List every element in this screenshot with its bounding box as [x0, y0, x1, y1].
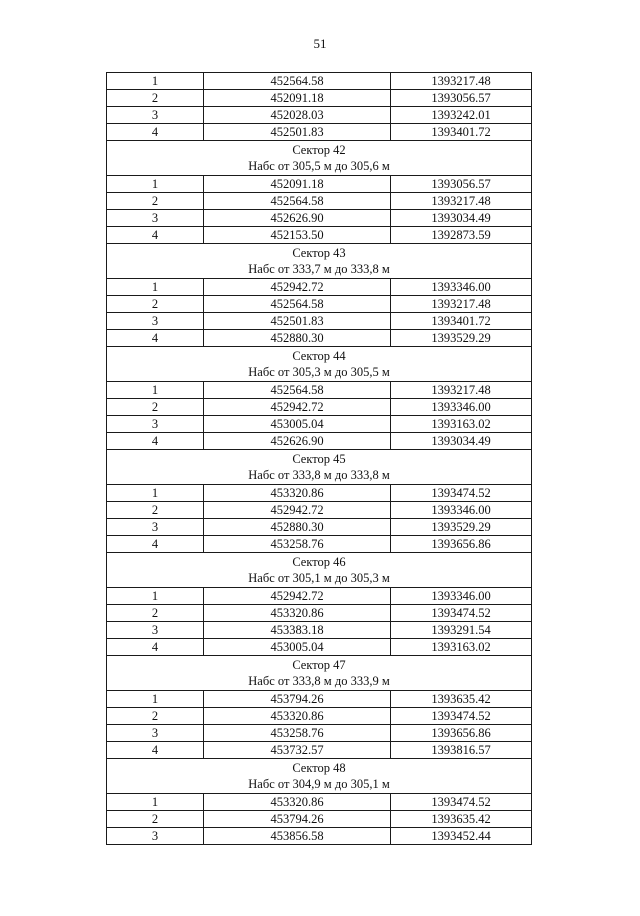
table-row	[107, 73, 532, 90]
y-coordinate-cell: 1393656.86	[391, 536, 532, 553]
point-number-cell: 3	[107, 313, 204, 330]
sector-header	[107, 141, 532, 176]
table-row	[107, 691, 532, 708]
x-coordinate-cell: 453005.04	[204, 416, 391, 433]
table-row	[107, 313, 532, 330]
x-coordinate-cell: 453258.76	[204, 536, 391, 553]
x-coordinate-cell: 452564.58	[204, 382, 391, 399]
sector-header-row	[107, 656, 532, 691]
y-coordinate-cell: 1393474.52	[391, 605, 532, 622]
y-coordinate-cell: 1393635.42	[391, 691, 532, 708]
sector-header	[107, 656, 532, 691]
table-row	[107, 433, 532, 450]
point-number-cell: 4	[107, 536, 204, 553]
y-coordinate-cell: 1393217.48	[391, 73, 532, 90]
sector-header	[107, 347, 532, 382]
point-number-cell: 4	[107, 639, 204, 656]
sector-title: Сектор 47	[292, 658, 346, 672]
x-coordinate-cell: 452501.83	[204, 124, 391, 141]
sector-height-range: Набс от 333,8 м до 333,8 м	[248, 468, 390, 482]
sector-header-row	[107, 347, 532, 382]
y-coordinate-cell: 1393056.57	[391, 90, 532, 107]
point-number-cell: 1	[107, 176, 204, 193]
sector-header-row	[107, 450, 532, 485]
sector-header-row	[107, 141, 532, 176]
table-row	[107, 639, 532, 656]
table-row	[107, 193, 532, 210]
sector-height-range: Набс от 305,5 м до 305,6 м	[248, 159, 390, 173]
table-row	[107, 485, 532, 502]
y-coordinate-cell: 1393656.86	[391, 725, 532, 742]
x-coordinate-cell: 453794.26	[204, 811, 391, 828]
table-row	[107, 227, 532, 244]
point-number-cell: 4	[107, 742, 204, 759]
point-number-cell: 2	[107, 296, 204, 313]
y-coordinate-cell: 1392873.59	[391, 227, 532, 244]
point-number-cell: 4	[107, 433, 204, 450]
sector-height-range: Набс от 304,9 м до 305,1 м	[248, 777, 390, 791]
x-coordinate-cell: 453320.86	[204, 794, 391, 811]
x-coordinate-cell: 453258.76	[204, 725, 391, 742]
point-number-cell: 4	[107, 227, 204, 244]
point-number-cell: 3	[107, 622, 204, 639]
table-row	[107, 502, 532, 519]
point-number-cell: 1	[107, 485, 204, 502]
x-coordinate-cell: 453732.57	[204, 742, 391, 759]
point-number-cell: 4	[107, 124, 204, 141]
table-row	[107, 330, 532, 347]
point-number-cell: 3	[107, 828, 204, 845]
table-row	[107, 725, 532, 742]
table-row	[107, 742, 532, 759]
x-coordinate-cell: 452501.83	[204, 313, 391, 330]
sector-header	[107, 553, 532, 588]
table-row	[107, 794, 532, 811]
x-coordinate-cell: 452564.58	[204, 193, 391, 210]
y-coordinate-cell: 1393346.00	[391, 588, 532, 605]
y-coordinate-cell: 1393529.29	[391, 519, 532, 536]
y-coordinate-cell: 1393452.44	[391, 828, 532, 845]
table-row	[107, 399, 532, 416]
point-number-cell: 3	[107, 107, 204, 124]
x-coordinate-cell: 452091.18	[204, 90, 391, 107]
sector-height-range: Набс от 333,7 м до 333,8 м	[248, 262, 390, 276]
table-row	[107, 382, 532, 399]
y-coordinate-cell: 1393217.48	[391, 193, 532, 210]
x-coordinate-cell: 453005.04	[204, 639, 391, 656]
y-coordinate-cell: 1393242.01	[391, 107, 532, 124]
sector-header	[107, 450, 532, 485]
table-row	[107, 828, 532, 845]
point-number-cell: 4	[107, 330, 204, 347]
point-number-cell: 1	[107, 73, 204, 90]
y-coordinate-cell: 1393291.54	[391, 622, 532, 639]
sector-title: Сектор 46	[292, 555, 346, 569]
x-coordinate-cell: 453320.86	[204, 605, 391, 622]
y-coordinate-cell: 1393635.42	[391, 811, 532, 828]
y-coordinate-cell: 1393217.48	[391, 382, 532, 399]
y-coordinate-cell: 1393163.02	[391, 639, 532, 656]
y-coordinate-cell: 1393346.00	[391, 279, 532, 296]
x-coordinate-cell: 452153.50	[204, 227, 391, 244]
x-coordinate-cell: 452942.72	[204, 588, 391, 605]
x-coordinate-cell: 452564.58	[204, 296, 391, 313]
coordinates-table	[106, 72, 532, 845]
sector-title: Сектор 45	[292, 452, 346, 466]
x-coordinate-cell: 452626.90	[204, 210, 391, 227]
table-row	[107, 416, 532, 433]
table-row	[107, 519, 532, 536]
point-number-cell: 1	[107, 794, 204, 811]
x-coordinate-cell: 453794.26	[204, 691, 391, 708]
table-row	[107, 588, 532, 605]
sector-header	[107, 759, 532, 794]
table-row	[107, 536, 532, 553]
sector-height-range: Набс от 333,8 м до 333,9 м	[248, 674, 390, 688]
table-row	[107, 90, 532, 107]
table-row	[107, 279, 532, 296]
y-coordinate-cell: 1393401.72	[391, 313, 532, 330]
point-number-cell: 3	[107, 416, 204, 433]
sector-title: Сектор 42	[292, 143, 346, 157]
y-coordinate-cell: 1393217.48	[391, 296, 532, 313]
sector-height-range: Набс от 305,1 м до 305,3 м	[248, 571, 390, 585]
x-coordinate-cell: 453856.58	[204, 828, 391, 845]
y-coordinate-cell: 1393056.57	[391, 176, 532, 193]
x-coordinate-cell: 452028.03	[204, 107, 391, 124]
sector-title: Сектор 48	[292, 761, 346, 775]
y-coordinate-cell: 1393163.02	[391, 416, 532, 433]
x-coordinate-cell: 453320.86	[204, 485, 391, 502]
point-number-cell: 2	[107, 708, 204, 725]
table-row	[107, 124, 532, 141]
sector-height-range: Набс от 305,3 м до 305,5 м	[248, 365, 390, 379]
point-number-cell: 2	[107, 811, 204, 828]
x-coordinate-cell: 452626.90	[204, 433, 391, 450]
x-coordinate-cell: 452942.72	[204, 502, 391, 519]
sector-header-row	[107, 553, 532, 588]
point-number-cell: 1	[107, 382, 204, 399]
point-number-cell: 2	[107, 90, 204, 107]
y-coordinate-cell: 1393529.29	[391, 330, 532, 347]
point-number-cell: 3	[107, 725, 204, 742]
table-row	[107, 708, 532, 725]
table-row	[107, 605, 532, 622]
point-number-cell: 1	[107, 588, 204, 605]
table-row	[107, 296, 532, 313]
y-coordinate-cell: 1393474.52	[391, 485, 532, 502]
x-coordinate-cell: 452942.72	[204, 399, 391, 416]
table-row	[107, 811, 532, 828]
table-row	[107, 210, 532, 227]
coordinates-table-body	[107, 73, 532, 845]
point-number-cell: 1	[107, 691, 204, 708]
x-coordinate-cell: 453383.18	[204, 622, 391, 639]
y-coordinate-cell: 1393474.52	[391, 708, 532, 725]
y-coordinate-cell: 1393474.52	[391, 794, 532, 811]
x-coordinate-cell: 452942.72	[204, 279, 391, 296]
y-coordinate-cell: 1393401.72	[391, 124, 532, 141]
sector-header-row	[107, 244, 532, 279]
y-coordinate-cell: 1393034.49	[391, 433, 532, 450]
sector-title: Сектор 43	[292, 246, 346, 260]
point-number-cell: 2	[107, 399, 204, 416]
x-coordinate-cell: 452564.58	[204, 73, 391, 90]
x-coordinate-cell: 452091.18	[204, 176, 391, 193]
x-coordinate-cell: 452880.30	[204, 519, 391, 536]
table-row	[107, 176, 532, 193]
x-coordinate-cell: 452880.30	[204, 330, 391, 347]
point-number-cell: 1	[107, 279, 204, 296]
point-number-cell: 3	[107, 519, 204, 536]
y-coordinate-cell: 1393816.57	[391, 742, 532, 759]
table-row	[107, 107, 532, 124]
point-number-cell: 2	[107, 193, 204, 210]
sector-header	[107, 244, 532, 279]
sector-title: Сектор 44	[292, 349, 346, 363]
point-number-cell: 3	[107, 210, 204, 227]
page-number: 51	[313, 36, 327, 51]
point-number-cell: 2	[107, 605, 204, 622]
y-coordinate-cell: 1393034.49	[391, 210, 532, 227]
sector-header-row	[107, 759, 532, 794]
x-coordinate-cell: 453320.86	[204, 708, 391, 725]
table-row	[107, 622, 532, 639]
y-coordinate-cell: 1393346.00	[391, 399, 532, 416]
point-number-cell: 2	[107, 502, 204, 519]
y-coordinate-cell: 1393346.00	[391, 502, 532, 519]
